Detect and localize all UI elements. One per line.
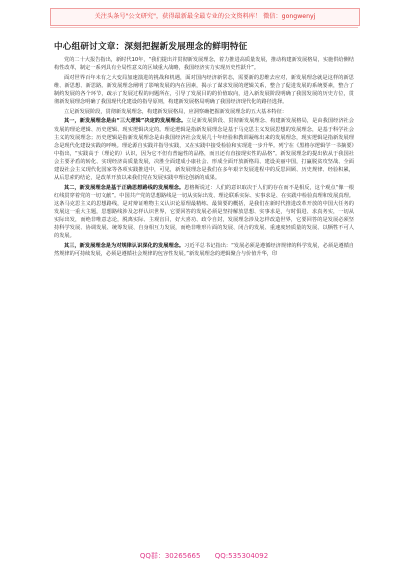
qq-number: QQ:535304092	[214, 552, 269, 560]
banner-divider	[50, 27, 358, 28]
paragraph-section-1: 其一，新发展理念是由“三大逻辑”决定的发展理念。立足新发展阶段、贯彻新发展理念、构建新发展格局，是由我国经济社会发展的理论逻辑、历史逻辑、现实逻辑决定的。理论逻辑是指新发展理念是基于马克思主义发展思想的发展理念，是基于科学社会主义的发展理念；历史逻辑是指新发展理念是由我国经济社会发展几十年经验和教训凝练出来的发展理念，现实逻辑是指新发展理念是现代化建设实践的呼唤。理论源自实践并指导实践，又在实践中接受检验和实现进一步升华。列宁在《黑格尔逻辑学一书摘要》中指出，“实践高于（理论的）认识，因为它不但有普遍性的品格，而且还有直接现实性的品格”。新发展理念的提出依从于我国社会主要矛盾的转化、实现经济高质量发展，决胜全面建成小康社会、形成全面开放新格局、建设美丽中国，打赢脱贫攻坚战、全面建设社会主义现代化国家等各项实践推进中，可见，新发展理念是我们在多年艰辛发展进程中的反思回顾、历史规律、经验积累，从后思索的结论，是改革开放以来我们党在发展实践中理论创新的成果。	[54, 118, 354, 182]
paragraph-section-3: 其三，新发展理念是为对规律认识深化的发展理念。习近平总书记指出：“发展必须是遵循经济规律的科学发展，必须是遵循自然规律的可持续发展，必须是遵循社会规律的包容性发展。”新发展理念的逻辑聚合与价值升华，印	[54, 243, 354, 258]
section-heading: 其一，新发展理念是由“三大逻辑”决定的发展理念。	[64, 118, 187, 125]
top-banner: 关注头条号"公文研究"，获得最新最全最专业的公文资料库！ 微信：gongwenyj	[50, 8, 360, 26]
document-body	[54, 56, 354, 540]
section-heading: 其二，新发展理念是基于正确思想路线的发展理念。	[64, 184, 185, 191]
paragraph: 立足新发展阶段，贯彻新发展理念，构建新发展格局，应洞察确把握新发展理念的五大基本特征：	[64, 108, 288, 115]
paragraph-section-2: 其二，新发展理念是基于正确思想路线的发展理念。恩格斯说过：人们的意识取决于人们的存在而不是相反，这个观点“像一根红线贯穿着党的一切文献”。中国共产党的思想路线是一切从实际出发、理论联系实际、实事求是、在实践中检验真理和发展真理。这条马克思主义的思想路线，是对辩证唯物主义认识论原理最精练、最简要的概括，是我们在新时代推进改革开放的中国大任务的发展这一重大主题，思想路线涉及怎样认识世界，它要回答的发展必须是坚持解放思想、实事求是，与时俱进、求真务实，一切从实际出发，而绝非唯意志论，脱离实际、主观盲目，好大喜功、政令自封，发展理念涉及怎样改造世界，它要回答的是发展必须坚持科学发展、协调发展、统筹发展、自身相互力发展，而绝非唯形片面的发展、闭合的发展、重速度轻质量的发展、以牺牲不可人的发展。	[54, 184, 354, 240]
section-heading: 其三，新发展理念是为对规律认识深化的发展理念。	[64, 243, 185, 250]
paragraph: 面对世界百年未有之大变局加速演进的挑战和机遇，面对国内经济新常态，需要新的思维去应对，新发展理念就是这样的新思维、新思想、新思路。新发展理念阐明了影响发展的内在因素，揭示了谋求发展的逻辑关系，整合了促进发展的系统要素，整合了制约发展的各个环节，疏示了发展过程的问题所在，引导了发展目的的价值取向，进入新发展阶段明确了我国发展的历史方位，贯彻新发展理念明确了我国现代化建设的指导原则，构建新发展格局明确了我国经济现代化的路径选择。	[54, 74, 354, 106]
paragraph: 党的二十大报告指出，新时代10年，“我们提出并贯彻新发展理念，着力推进高质量发展，推动构建新发展格局，实施供给侧结构性改革，制定一系列具有全局性意义的区域重大战略，我国经济实力实现历史性跃升”。	[54, 57, 354, 72]
footer-contact	[0, 551, 408, 561]
document-title: 中心组研讨文章：深刻把握新发展理念的鲜明特征	[54, 42, 248, 52]
qq-group: QQ群：30265665	[139, 552, 201, 560]
